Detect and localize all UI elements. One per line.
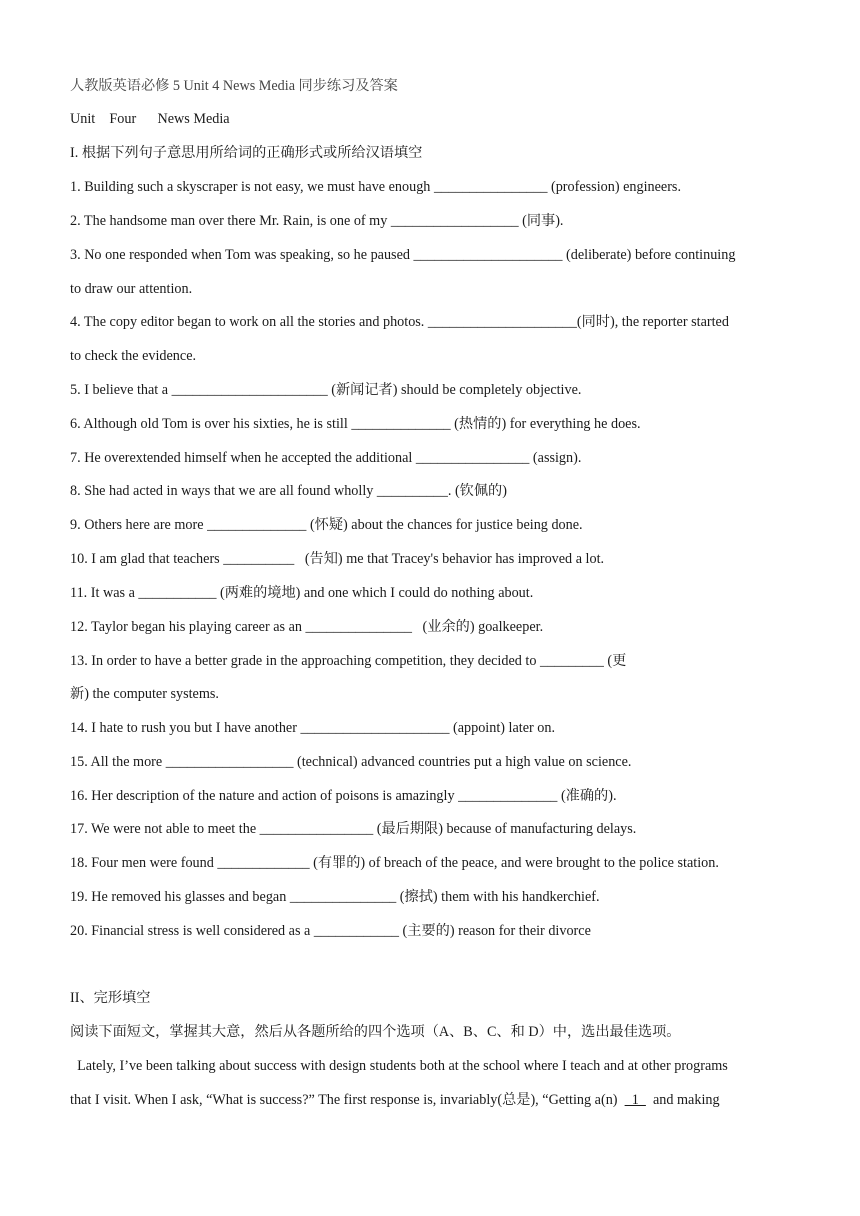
list-item: 10. I am glad that teachers __________ (告知) me that Tracey's behavior has improved a lot.: [70, 551, 605, 567]
list-item: 8. She had acted in ways that we are all found wholly __________. (钦佩的): [70, 483, 507, 499]
section2-heading: II、完形填空: [70, 990, 151, 1006]
list-item: 14. I hate to rush you but I have another _____________________ (appoint) later on.: [70, 720, 556, 736]
passage-text: and making: [645, 1092, 720, 1108]
section1-heading: I. 根据下列句子意思用所给词的正确形式或所给汉语填空: [70, 145, 423, 161]
list-item: 5. I believe that a ______________________ (新闻记者) should be completely objective.: [70, 382, 582, 398]
list-item: 20. Financial stress is well considered as a ____________ (主要的) reason for their divorce: [70, 923, 591, 939]
list-item: 19. He removed his glasses and began _______________ (擦拭) them with his handkerchief.: [70, 889, 600, 905]
list-item: 7. He overextended himself when he accepted the additional ________________ (assign).: [70, 450, 582, 466]
passage-line: Lately, I’ve been talking about success with design students both at the school where I teach and at other programs: [70, 1058, 728, 1074]
list-item: 15. All the more __________________ (technical) advanced countries put a high value on science.: [70, 754, 632, 770]
list-item: to draw our attention.: [70, 281, 193, 297]
document-title: 人教版英语必修 5 Unit 4 News Media 同步练习及答案: [70, 78, 398, 94]
list-item: to check the evidence.: [70, 348, 197, 364]
cloze-blank-1: 1: [624, 1092, 646, 1108]
list-item: 3. No one responded when Tom was speaking, so he paused _____________________ (deliberate) before continuing: [70, 247, 736, 263]
list-item: 12. Taylor began his playing career as an _______________ (业余的) goalkeeper.: [70, 619, 544, 635]
list-item: 新) the computer systems.: [70, 686, 219, 702]
passage-text: that I visit. When I ask, “What is success?” The first response is, invariably(总是), “Getting a(n): [70, 1092, 625, 1108]
list-item: 16. Her description of the nature and action of poisons is amazingly ______________ (准确的).: [70, 788, 617, 804]
unit-heading: Unit Four News Media: [70, 111, 230, 127]
list-item: 1. Building such a skyscraper is not easy, we must have enough ________________ (profession) engineers.: [70, 179, 681, 195]
list-item: 2. The handsome man over there Mr. Rain, is one of my __________________ (同事).: [70, 213, 564, 229]
list-item: 11. It was a ___________ (两难的境地) and one which I could do nothing about.: [70, 585, 534, 601]
list-item: 4. The copy editor began to work on all the stories and photos. _____________________(同时), the reporter started: [70, 314, 729, 330]
list-item: 18. Four men were found _____________ (有罪的) of breach of the peace, and were brought to the police station.: [70, 855, 719, 871]
list-item: 9. Others here are more ______________ (怀疑) about the chances for justice being done.: [70, 517, 583, 533]
list-item: 13. In order to have a better grade in the approaching competition, they decided to _________ (更: [70, 653, 627, 669]
passage-line: [70, 1090, 720, 1110]
list-item: 17. We were not able to meet the ________________ (最后期限) because of manufacturing delays.: [70, 821, 637, 837]
section2-instruction: 阅读下面短文，掌握其大意，然后从各题所给的四个选项（A、B、C、和 D）中，选出最佳选项。: [70, 1024, 681, 1040]
list-item: 6. Although old Tom is over his sixties, he is still ______________ (热情的) for everything he does.: [70, 416, 641, 432]
